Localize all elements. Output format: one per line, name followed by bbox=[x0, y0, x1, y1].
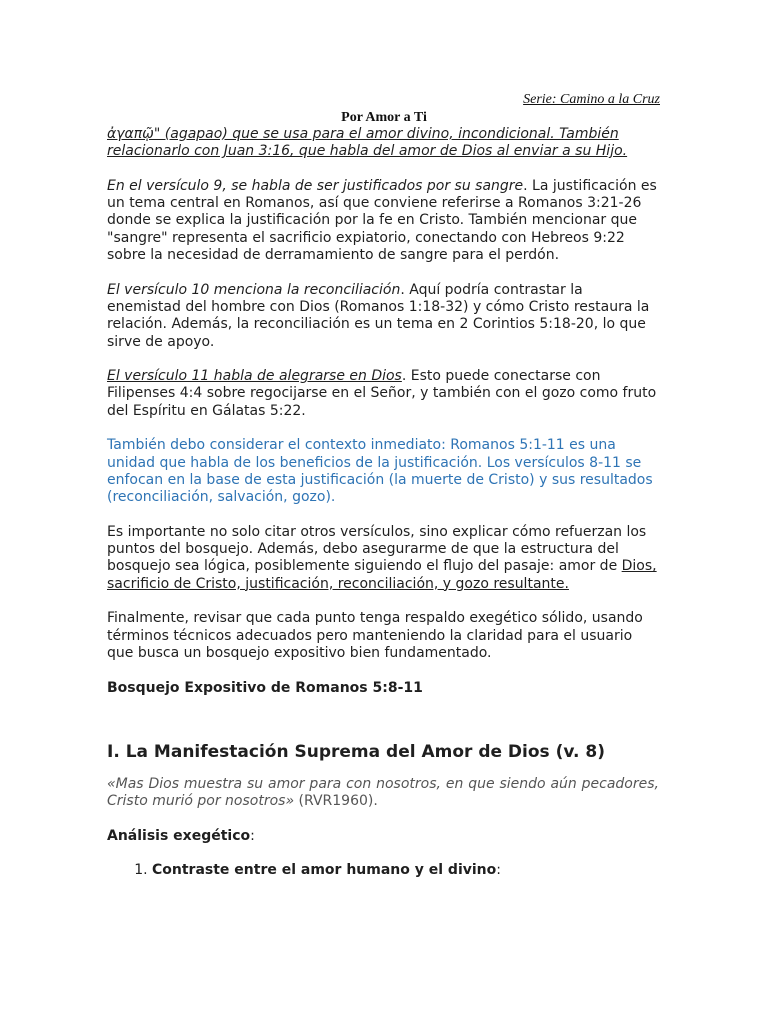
paragraph-verse-9 bbox=[107, 178, 659, 264]
paragraph-agapao: ἀγαπῷ" (agapao) que se usa para el amor divino, incondicional. También relacionarlo con Juan 3:16, que habla del amor de Dios al enviar a su Hijo. bbox=[107, 126, 628, 160]
list-item-suffix: : bbox=[496, 862, 501, 879]
verse-10-text: . Aquí podría contrastar la enemistad del hombre con Dios (Romanos 1:18-32) y cómo Cristo restaura la relación. Además, la reconciliación es un tema en 2 Corintios 5:18-20, lo que sirve de apoyo. bbox=[107, 281, 650, 350]
quote-text: «Mas Dios muestra su amor para con nosotros, en que siendo aún pecadores, Cristo murió por nosotros» bbox=[107, 775, 659, 810]
analysis-label-colon: : bbox=[250, 827, 255, 844]
verse-9-text: . La justificación es un tema central en Romanos, así que conviene referirse a Romanos 3:21-26 donde se explica la justificación por la fe en Cristo. También mencionar que "sangre" representa el sacrificio expiatorio, conectando con Hebreos 9:22 sobre la necesidad de derramamiento de sangre para el perdón. bbox=[107, 177, 657, 264]
outline-title: Bosquejo Expositivo de Romanos 5:8-11 bbox=[107, 679, 423, 696]
list-item-label: Contraste entre el amor humano y el divino bbox=[152, 862, 497, 879]
analysis-label bbox=[107, 828, 659, 845]
section-heading: I. La Manifestación Suprema del Amor de Dios (v. 8) bbox=[107, 741, 606, 762]
paragraph-structure bbox=[107, 524, 659, 593]
verse-11-intro: El versículo 11 habla de alegrarse en Dios bbox=[107, 368, 402, 385]
quote-reference: (RVR1960). bbox=[294, 793, 378, 810]
document-title: Por Amor a Ti bbox=[341, 110, 427, 125]
paragraph-final: Finalmente, revisar que cada punto tenga respaldo exegético sólido, usando términos técnicos adecuados pero manteniendo la claridad para el usuario que busca un bosquejo expositivo bien fundamentado. bbox=[107, 610, 643, 661]
paragraph-verse-11 bbox=[107, 368, 659, 420]
paragraph-context: También debo considerar el contexto inmediato: Romanos 5:1-11 es una unidad que habla de los beneficios de la justificación. Los versículos 8-11 se enfocan en la base de esta justificación (la muerte de Cristo) y sus resultados (reconciliación, salvación, gozo). bbox=[107, 437, 653, 506]
paragraph-verse-10 bbox=[107, 282, 659, 351]
document-body bbox=[107, 126, 659, 880]
analysis-label-text: Análisis exegético bbox=[107, 827, 251, 844]
structure-underlined: Dios, sacrificio de Cristo, justificación, reconciliación, y gozo resultante. bbox=[107, 558, 657, 592]
scripture-quote bbox=[107, 776, 659, 811]
verse-11-text: . Esto puede conectarse con Filipenses 4:4 sobre regocijarse en el Señor, y también con el gozo como fruto del Espíritu en Gálatas 5:22. bbox=[107, 368, 657, 419]
verse-10-intro: El versículo 10 menciona la reconciliación bbox=[107, 281, 401, 298]
list-item bbox=[152, 862, 659, 879]
verse-9-intro: En el versículo 9, se habla de ser justificados por su sangre bbox=[107, 177, 524, 194]
series-label: Serie: Camino a la Cruz bbox=[523, 92, 660, 107]
structure-text: Es importante no solo citar otros versículos, sino explicar cómo refuerzan los puntos del bosquejo. Además, debo asegurarme de que la estructura del bosquejo sea lógica, posiblemente siguiendo el flujo del pasaje: amor de bbox=[107, 523, 647, 575]
analysis-list bbox=[107, 862, 659, 879]
